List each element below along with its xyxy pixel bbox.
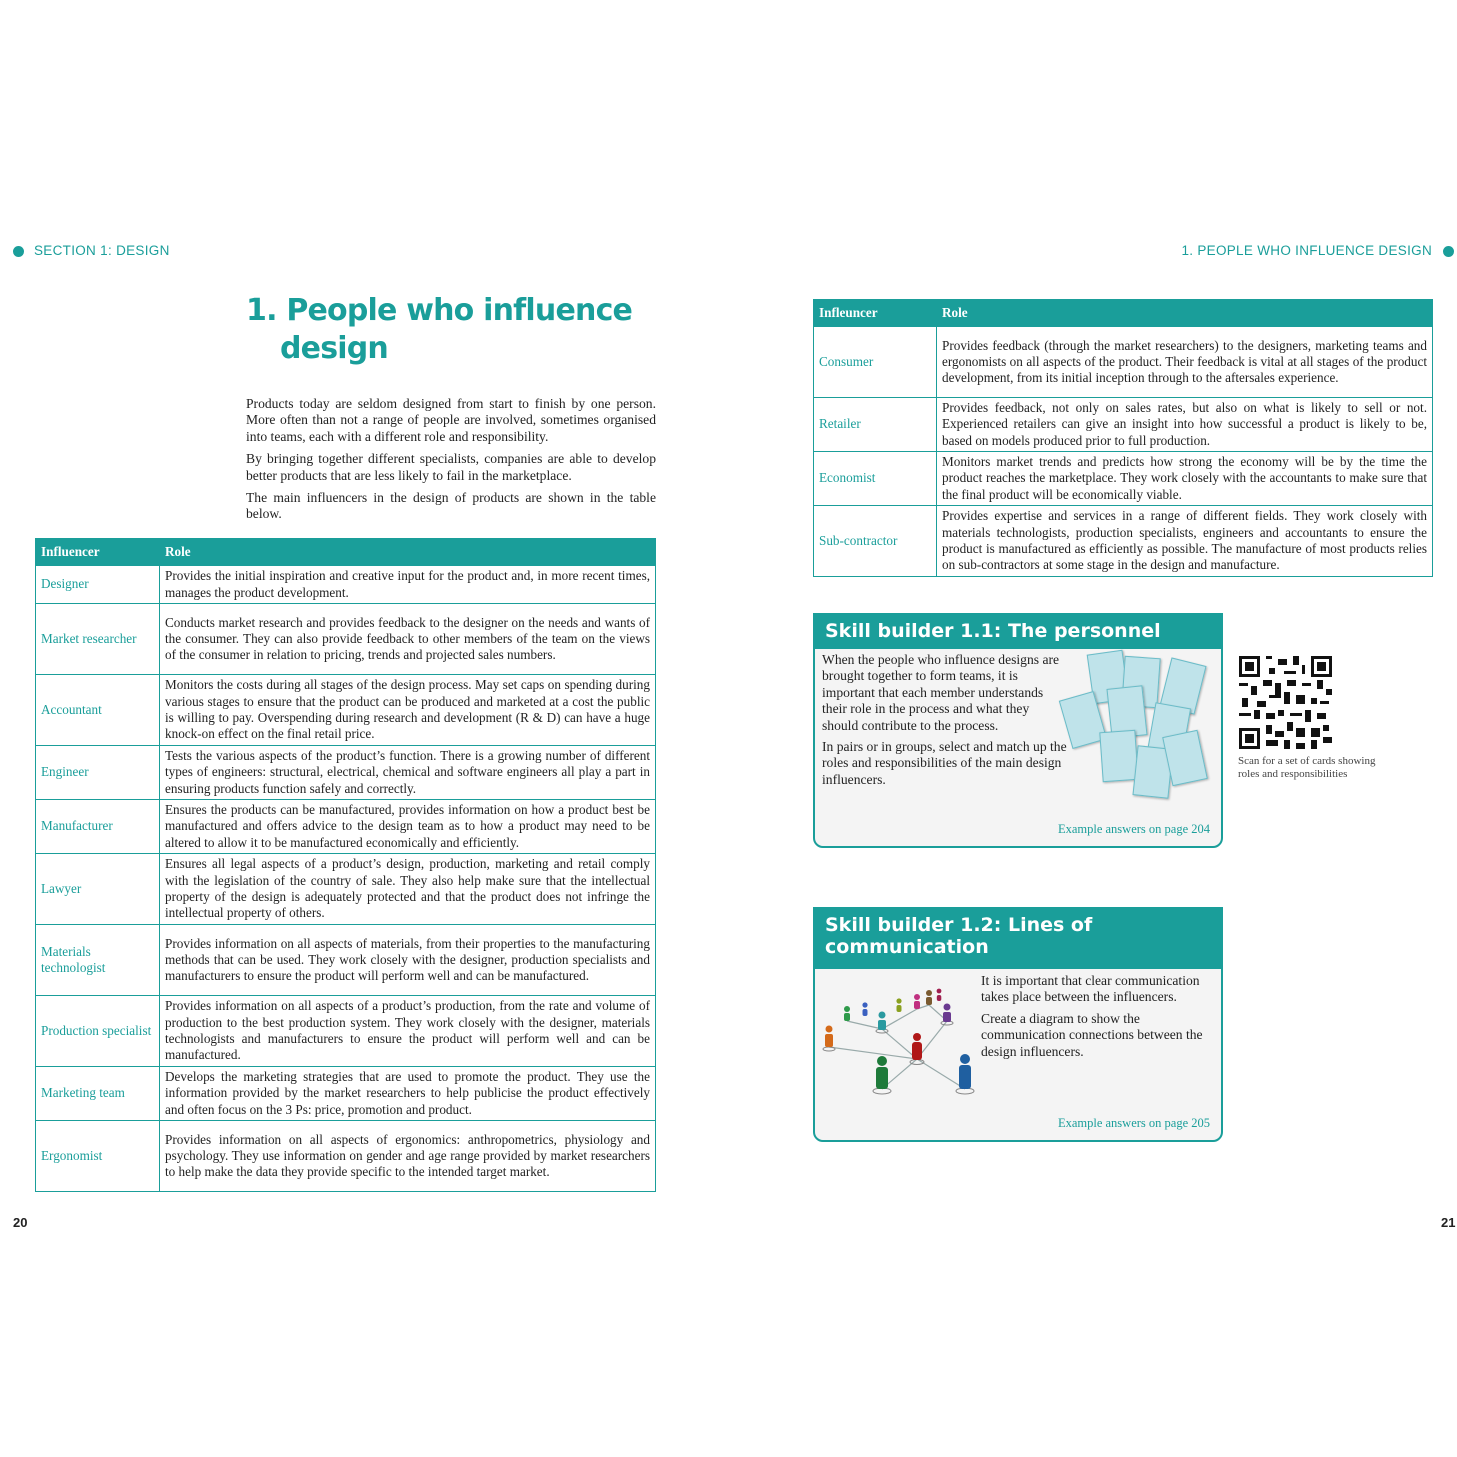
intro-paragraph: The main influencers in the design of products are shown in the table below. [246, 490, 656, 522]
influencer-role: Provides the initial inspiration and creative input for the product and, in more recent times, manages the product development. [160, 566, 656, 604]
intro-paragraph: By bringing together different specialists, companies are able to develop better products that are less likely to fail in the marketplace. [246, 451, 656, 483]
influencer-name: Economist [814, 452, 937, 506]
table-row [36, 925, 656, 996]
influencer-table-right [813, 299, 1433, 577]
skill-builder-1-2 [813, 907, 1223, 1142]
skill-builder-paragraph: It is important that clear communication takes place between the influencers. [981, 973, 1200, 1005]
influencer-role: Monitors the costs during all stages of the design process. May set caps on spending during various stages to ensure that the product can be produced and marketed at a cost the public is willing to pay. Overspending during research and development (R & D) can have a huge knock-on effect on the final retail price. [160, 675, 656, 746]
influencer-role: Monitors market trends and predicts how strong the economy will be by the time the product reaches the marketplace. They work closely with the accountants to make sure that the final product will be economically viable. [937, 452, 1433, 506]
influencer-name: Ergonomist [36, 1121, 160, 1192]
influencer-name: Sub-contractor [814, 506, 937, 577]
table-row [36, 746, 656, 800]
page-title [246, 292, 632, 368]
influencer-role: Provides feedback, not only on sales rates, but also on what is likely to sell or not. Experienced retailers can give an insight into how successful a product is likely to be, based on models produced prior to full production. [937, 398, 1433, 452]
running-header-left: SECTION 1: DESIGN [34, 243, 170, 258]
page-number-left: 20 [13, 1215, 28, 1230]
influencer-name: Engineer [36, 746, 160, 800]
influencer-name: Production specialist [36, 996, 160, 1067]
influencer-role: Provides expertise and services in a range of different fields. They work closely with materials technologists, production specialists, engineers and accountants to ensure the product is manufactured as efficiently as possible. The manufacture of most products relies on sub-contractors at some stage in the design and manufacture. [937, 506, 1433, 577]
influencer-role: Provides information on all aspects of materials, from their properties to the manufacturing methods that can be used. They work closely with the designer, production specialists and manufacturers to ensure the product will perform well and can be manufactured. [160, 925, 656, 996]
page-number-right: 21 [1441, 1215, 1456, 1230]
influencer-name: Consumer [814, 327, 937, 398]
table-header-row [814, 300, 1433, 327]
influencer-name: Retailer [814, 398, 937, 452]
page-title-line1: 1. People who influence [246, 293, 633, 328]
intro-paragraph: Products today are seldom designed from start to finish by one person. More often than not a range of people are involved, sometimes organised into teams, each with a different role and responsibility. [246, 396, 656, 444]
influencer-role: Conducts market research and provides feedback to the designer on the needs and wants of the consumer. They can also provide feedback to other members of the team on the views of the consumer in relation to pricing, trends and projected sales numbers. [160, 604, 656, 675]
skill-builder-paragraph: When the people who influence designs are brought together to form teams, it is important that each member understands their role in the process and what they should contribute to the process. [822, 652, 1060, 733]
section-dot-icon [1443, 246, 1454, 257]
intro-text [246, 396, 656, 529]
influencer-name: Manufacturer [36, 800, 160, 854]
skill-builder-paragraph: Create a diagram to show the communication connections between the design influencers. [981, 1010, 1203, 1059]
table-row [36, 1067, 656, 1121]
qr-caption: Scan for a set of cards showing roles and responsibilities [1238, 755, 1376, 780]
header-influencer: Infleuncer [814, 300, 937, 327]
influencer-role: Provides information on all aspects of a product’s production, from the rate and volume of production to the best production system. They work closely with the designer, materials technologists and manufacturers to ensure the product will perform well and can be manufactured. [160, 996, 656, 1067]
role-cards-image [1065, 647, 1217, 812]
influencer-table-left [35, 538, 656, 1192]
table-row [36, 675, 656, 746]
skill-builder-title [815, 909, 1221, 969]
influencer-role: Provides information on all aspects of ergonomics: anthropometrics, physiology and psychology. They use information on gender and age range provided by market researchers to help make the data they provide specific to the intended target market. [160, 1121, 656, 1192]
influencer-role: Tests the various aspects of the product’s function. There is a growing number of different types of engineers: structural, electrical, chemical and software engineers all play a part in ensuring products function safely and correctly. [160, 746, 656, 800]
skill-builder-title-line2: communication [825, 936, 989, 958]
table-header-row [36, 539, 656, 566]
example-answers-link: Example answers on page 205 [1057, 1116, 1210, 1130]
table-row [814, 327, 1433, 398]
skill-builder-paragraph: In pairs or in groups, select and match up the roles and responsibilities of the main design influencers. [822, 739, 1067, 787]
table-row [36, 800, 656, 854]
skill-builder-text [822, 652, 1067, 793]
influencer-name: Marketing team [36, 1067, 160, 1121]
skill-builder-text [981, 973, 1213, 1065]
table-row [814, 398, 1433, 452]
skill-builder-1-1 [813, 613, 1223, 848]
table-row [814, 506, 1433, 577]
communication-network-image [817, 979, 977, 1109]
header-influencer: Influencer [36, 539, 160, 566]
header-role: Role [160, 539, 656, 566]
influencer-name: Lawyer [36, 854, 160, 925]
table-row [36, 1121, 656, 1192]
influencer-role: Provides feedback (through the market researchers) to the designers, marketing teams and ergonomists on all aspects of the product. Their feedback is vital at all stages of the product development, from its initial inception through to the aftersales experience. [937, 327, 1433, 398]
table-row [36, 996, 656, 1067]
skill-builder-title-line1: Skill builder 1.2: Lines of [825, 914, 1093, 936]
table-row [36, 566, 656, 604]
skill-builder-title: Skill builder 1.1: The personnel [815, 615, 1221, 649]
table-row [814, 452, 1433, 506]
table-row [36, 854, 656, 925]
influencer-role: Develops the marketing strategies that are used to promote the product. They use the information provided by the market researchers to help publicise the product effectively and often focus on the 3 Ps: price, promotion and product. [160, 1067, 656, 1121]
section-dot-icon [13, 246, 24, 257]
page-title-line2: design [280, 331, 388, 366]
influencer-role: Ensures all legal aspects of a product’s design, production, marketing and retail comply with the legislation of the country of sale. They also help make sure that the intellectual property of the design is adequately protected and that the product does not infringe the intellectual property of others. [160, 854, 656, 925]
influencer-name: Designer [36, 566, 160, 604]
example-answers-link: Example answers on page 204 [1057, 822, 1210, 836]
influencer-name: Materials technologist [36, 925, 160, 996]
running-header-right: 1. PEOPLE WHO INFLUENCE DESIGN [1181, 243, 1432, 258]
qr-code-icon [1239, 656, 1332, 749]
header-role: Role [937, 300, 1433, 327]
influencer-name: Accountant [36, 675, 160, 746]
table-row [36, 604, 656, 675]
influencer-name: Market researcher [36, 604, 160, 675]
influencer-role: Ensures the products can be manufactured, provides information on how a product best be manufactured and offers advice to the design team as to how a product may need to be altered to allow it to be manufactured economically and efficiently. [160, 800, 656, 854]
